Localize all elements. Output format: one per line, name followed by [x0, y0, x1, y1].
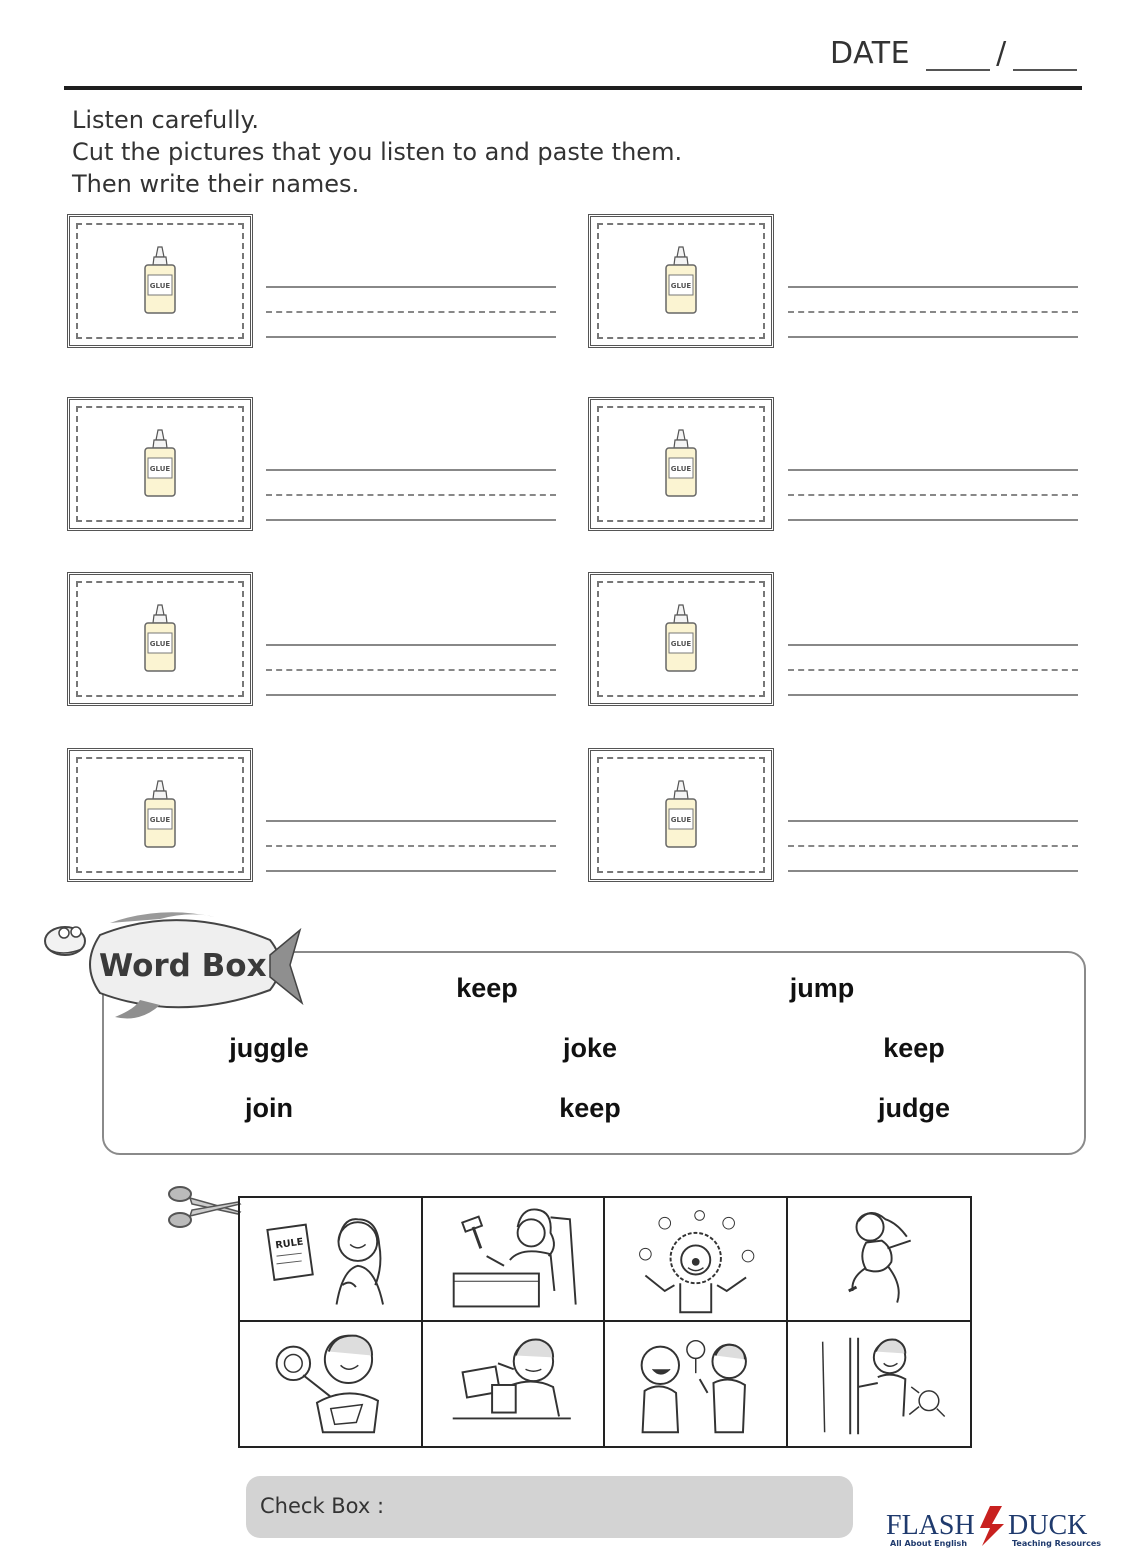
- logo-brand-left: FLASH: [886, 1510, 975, 1541]
- glue-label: GLUE: [149, 640, 171, 648]
- cut-out-grid: [238, 1196, 972, 1448]
- glue-label: GLUE: [670, 465, 692, 473]
- instruction-line: Cut the pictures that you listen to and paste them.: [72, 138, 683, 166]
- logo-brand-right: DUCK: [1008, 1510, 1088, 1541]
- girl-rule-sign-icon[interactable]: [240, 1198, 423, 1322]
- glue-label: GLUE: [149, 282, 171, 290]
- instructions: [72, 104, 682, 200]
- glue-label: GLUE: [670, 282, 692, 290]
- flashduck-logo: [884, 1500, 1114, 1548]
- writing-lines[interactable]: [788, 820, 1078, 880]
- boy-keeping-lollipop-icon[interactable]: [240, 1322, 423, 1446]
- glue-bottle-icon: [140, 779, 180, 851]
- word-joke: joke: [562, 1033, 618, 1063]
- word-join: join: [245, 1093, 293, 1123]
- glue-label: GLUE: [149, 465, 171, 473]
- header-rule: [64, 86, 1082, 90]
- scissors-icon: [166, 1184, 242, 1232]
- writing-lines[interactable]: [788, 286, 1078, 346]
- check-box-label: Check Box :: [260, 1494, 385, 1518]
- check-box[interactable]: [246, 1476, 853, 1538]
- paste-slot[interactable]: [588, 572, 774, 706]
- glue-bottle-icon: [140, 428, 180, 500]
- date-field: [830, 36, 1083, 71]
- glue-bottle-icon: [140, 245, 180, 317]
- paste-slot[interactable]: [67, 748, 253, 882]
- paste-slot[interactable]: [588, 214, 774, 348]
- word-keep: keep: [456, 973, 518, 1003]
- paste-slot[interactable]: [67, 214, 253, 348]
- logo-tag-left: All About English: [890, 1539, 968, 1548]
- date-separator: /: [996, 36, 1007, 71]
- logo-tag-right: Teaching Resources: [1012, 1539, 1102, 1548]
- judge-gavel-icon[interactable]: [423, 1198, 606, 1322]
- paste-slot[interactable]: [588, 397, 774, 531]
- word-judge: judge: [878, 1093, 950, 1123]
- date-day-blank[interactable]: [1013, 43, 1077, 71]
- word-box-title: Word Box: [99, 948, 267, 984]
- writing-lines[interactable]: [266, 469, 556, 529]
- kids-telling-joke-icon[interactable]: [605, 1322, 788, 1446]
- glue-bottle-icon: [140, 603, 180, 675]
- instruction-line: Then write their names.: [72, 170, 360, 198]
- boy-joining-puzzle-icon[interactable]: [423, 1322, 606, 1446]
- paste-slot[interactable]: [67, 397, 253, 531]
- writing-lines[interactable]: [266, 644, 556, 704]
- date-label: DATE: [830, 36, 911, 71]
- date-month-blank[interactable]: [926, 43, 990, 71]
- glue-bottle-icon: [661, 428, 701, 500]
- word-keep: keep: [883, 1033, 945, 1063]
- clown-juggling-icon[interactable]: [605, 1198, 788, 1322]
- girl-jumping-icon[interactable]: [788, 1198, 971, 1322]
- paste-slot[interactable]: [67, 572, 253, 706]
- writing-lines[interactable]: [788, 469, 1078, 529]
- word-jump: jump: [789, 973, 855, 1003]
- glue-bottle-icon: [661, 779, 701, 851]
- glue-label: GLUE: [670, 816, 692, 824]
- glue-bottle-icon: [661, 245, 701, 317]
- glue-label: GLUE: [670, 640, 692, 648]
- rule-sign-text: RULE: [274, 1236, 305, 1252]
- lightning-icon: [980, 1506, 1004, 1546]
- word-juggle: juggle: [229, 1033, 309, 1063]
- glue-bottle-icon: [661, 603, 701, 675]
- boy-keeping-door-icon[interactable]: [788, 1322, 971, 1446]
- writing-lines[interactable]: [788, 644, 1078, 704]
- paste-slot[interactable]: [588, 748, 774, 882]
- writing-lines[interactable]: [266, 286, 556, 346]
- writing-lines[interactable]: [266, 820, 556, 880]
- instruction-line: Listen carefully.: [72, 106, 259, 134]
- word-keep: keep: [559, 1093, 621, 1123]
- glue-label: GLUE: [149, 816, 171, 824]
